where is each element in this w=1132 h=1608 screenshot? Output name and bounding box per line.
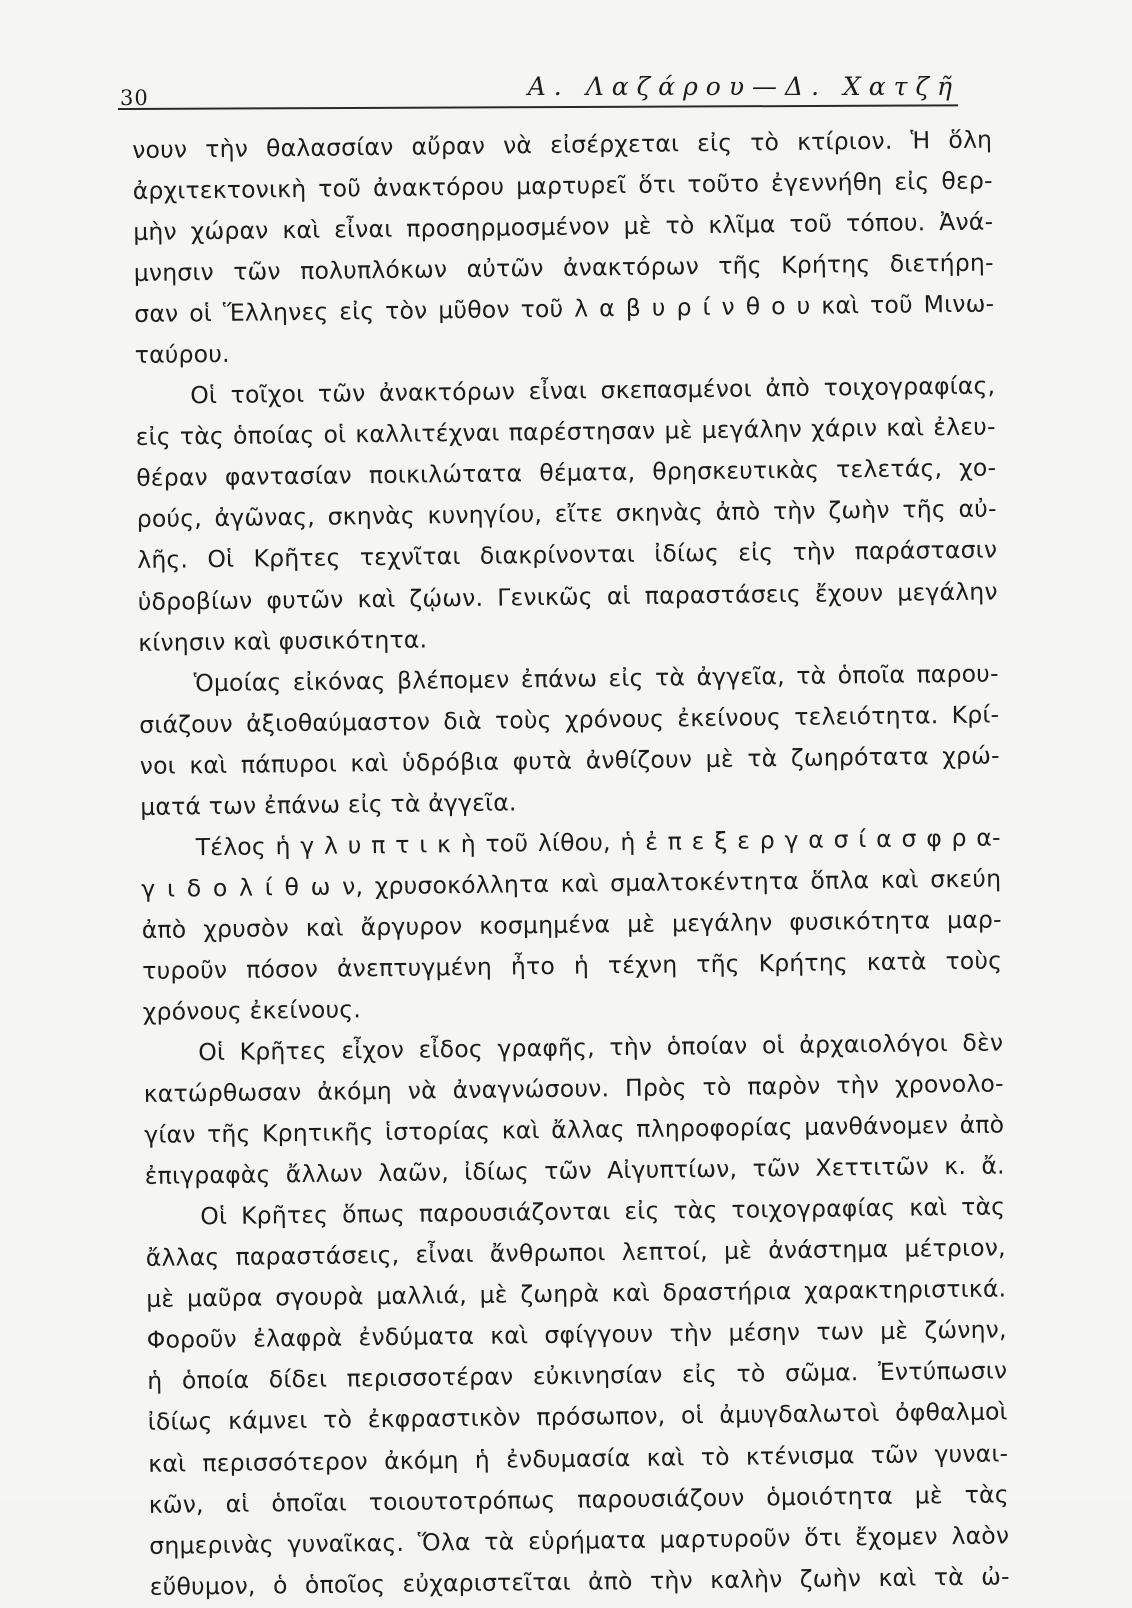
- text-line: κίνησιν καὶ φυσικότητα.: [138, 624, 428, 657]
- text-line: ἐπιγραφὰς ἄλλων λαῶν, ἰδίως τῶν Αἰγυπτίων, τῶν Χεττιτῶν κ. ἄ.: [144, 1151, 1005, 1191]
- text-line: κῶν, αἱ ὁποῖαι τοιουτοτρόπως παρουσιάζουν ὁμοιότητα μὲ τὰς: [148, 1479, 1009, 1519]
- paragraph-start: Οἱ τοῖχοι τῶν ἀνακτόρων εἶναι σκεπασμένοι ἀπὸ τοιχογραφίας,: [190, 371, 996, 410]
- text-line: σημερινὰς γυναῖκας. Ὅλα τὰ εὑρήματα μαρτυροῦν ὅτι ἔχομεν λαὸν: [149, 1520, 1010, 1560]
- paragraph-start: Οἱ Κρῆτες ὅπως παρουσιάζονται εἰς τὰς τοιχογραφίας καὶ τὰς: [200, 1192, 1006, 1231]
- text-line: εἰς τὰς ὁποίας οἱ καλλιτέχναι παρέστησαν μὲ μεγάλην χάριν καὶ ἐλευ-: [135, 412, 996, 452]
- text-line: ταύρου.: [134, 340, 230, 370]
- text-line: ἀπὸ χρυσὸν καὶ ἄργυρον κοσμημένα μὲ μεγάλην φυσικότητα μαρ-: [141, 905, 1002, 944]
- running-head: Α. Λαζάρου—Δ. Χατζῆ: [527, 72, 960, 101]
- text-line: σιάζουν ἀξιοθαύμαστον διὰ τοὺς χρόνους ἐκείνους τελειότητα. Κρί-: [139, 700, 1000, 739]
- text-line: ἀρχιτεκτονικὴ τοῦ ἀνακτόρου μαρτυρεῖ ὅτι τοῦτο ἐγεννήθη εἰς θερ-: [132, 166, 993, 206]
- text-line: καὶ περισσότερον ἀκόμη ἡ ἐνδυμασία καὶ τὸ κτένισμα τῶν γυναι-: [148, 1438, 1009, 1478]
- body-text: [132, 119, 1010, 1607]
- text-line: μὲ μαῦρα σγουρὰ μαλλιά, μὲ ζωηρὰ καὶ δραστήρια χαρακτηριστικά.: [146, 1274, 1007, 1314]
- text-line: χρόνους ἐκείνους.: [142, 995, 362, 1026]
- page-number: 30: [120, 86, 149, 110]
- text-line: ἡ ὁποία δίδει περισσοτέραν εὐκινησίαν εἰς τὸ σῶμα. Ἐντύπωσιν: [147, 1356, 1008, 1396]
- text-line: θέραν φαντασίαν ποικιλώτατα θέματα, θρησκευτικὰς τελετάς, χο-: [136, 453, 997, 493]
- text-line: σαν οἱ Ἕλληνες εἰς τὸν μῦθον τοῦ λ α β υ ρ ί ν θ ο υ καὶ τοῦ Μινω-: [134, 289, 995, 329]
- text-line: νοι καὶ πάπυροι καὶ ὑδρόβια φυτὰ ἀνθίζουν μὲ τὰ ζωηρότατα χρώ-: [139, 741, 1000, 780]
- text-line: τυροῦν πόσον ἀνεπτυγμένη ἦτο ἡ τέχνη τῆς Κρήτης κατὰ τοὺς: [142, 946, 1003, 985]
- text-line: ματά των ἐπάνω εἰς τὰ ἀγγεῖα.: [140, 788, 517, 821]
- text-line: λῆς. Οἱ Κρῆτες τεχνῖται διακρίνονται ἰδίως εἰς τὴν παράστασιν: [137, 535, 998, 575]
- text-line: Φοροῦν ἐλαφρὰ ἐνδύματα καὶ σφίγγουν τὴν μέσην των μὲ ζώνην,: [146, 1315, 1007, 1355]
- text-line: κατώρθωσαν ἀκόμη νὰ ἀναγνώσουν. Πρὸς τὸ παρὸν τὴν χρονολο-: [143, 1069, 1004, 1109]
- text-line: μὴν χώραν καὶ εἶναι προσηρμοσμένον μὲ τὸ κλῖμα τοῦ τόπου. Ἀνά-: [133, 207, 994, 247]
- text-line: ὑδροβίων φυτῶν καὶ ζῴων. Γενικῶς αἱ παραστάσεις ἔχουν μεγάλην: [137, 576, 998, 616]
- text-line: ἰδίως κάμνει τὸ ἐκφραστικὸν πρόσωπον, οἱ ἀμυγδαλωτοὶ ὀφθαλμοὶ: [147, 1397, 1008, 1437]
- paragraph-start: Τέλος ἡ γ λ υ π τ ι κ ὴ τοῦ λίθου, ἡ ἐ π ε ξ ε ρ γ α σ ί α σ φ ρ α-: [195, 823, 1001, 862]
- text-line: ἄλλας παραστάσεις, εἶναι ἄνθρωποι λεπτοί, μὲ ἀνάστημα μέτριον,: [145, 1233, 1006, 1273]
- text-line: ρούς, ἀγῶνας, σκηνὰς κυνηγίου, εἴτε σκηνὰς ἀπὸ τὴν ζωὴν τῆς αὐ-: [136, 494, 997, 534]
- text-line: εὔθυμον, ὁ ὁποῖος εὐχαριστεῖται ἀπὸ τὴν καλὴν ζωὴν καὶ τὰ ὠ-: [149, 1562, 1010, 1601]
- text-line: μνησιν τῶν πολυπλόκων αὐτῶν ἀνακτόρων τῆς Κρήτης διετήρη-: [133, 248, 994, 288]
- text-line: γίαν τῆς Κρητικῆς ἱστορίας καὶ ἄλλας πληροφορίας μανθάνομεν ἀπὸ: [144, 1110, 1005, 1150]
- paragraph-start: Οἱ Κρῆτες εἶχον εἶδος γραφῆς, τὴν ὁποίαν οἱ ἀρχαιολόγοι δὲν: [198, 1028, 1004, 1067]
- text-line: γ ι δ ο λ ί θ ω ν, χρυσοκόλλητα καὶ σμαλτοκέντητα ὅπλα καὶ σκεύη: [141, 864, 1002, 903]
- text-line: νουν τὴν θαλασσίαν αὔραν νὰ εἰσέρχεται εἰς τὸ κτίριον. Ἡ ὅλη: [132, 125, 993, 164]
- paragraph-start: Ὁμοίας εἰκόνας βλέπομεν ἐπάνω εἰς τὰ ἀγγεῖα, τὰ ὁποῖα παρου-: [193, 659, 999, 697]
